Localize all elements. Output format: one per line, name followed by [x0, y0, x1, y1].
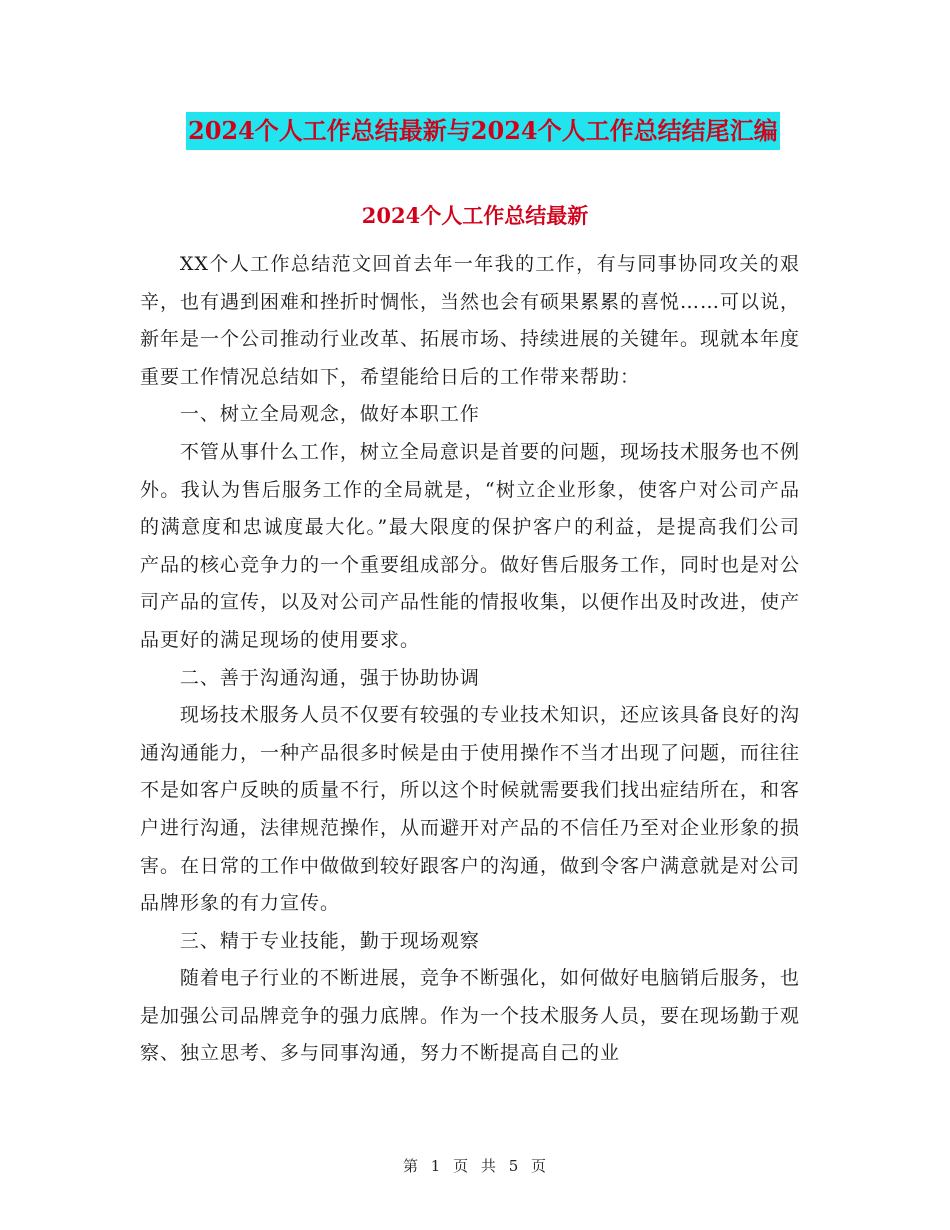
document-body	[140, 246, 800, 1073]
document-main-title: 2024个人工作总结最新与2024个人工作总结结尾汇编	[186, 112, 780, 150]
paragraph-2: 现场技术服务人员不仅要有较强的专业技术知识，还应该具备良好的沟通沟通能力，一种产品很多时候是由于使用操作不当才出现了问题，而往往不是如客户反映的质量不行，所以这个时候就需要我们找出症结所在，和客户进行沟通，法律规范操作，从而避开对产品的不信任乃至对企业形象的损害。在日常的工作中做做到较好跟客户的沟通，做到令客户满意就是对公司品牌形象的有力宣传。	[140, 704, 801, 915]
footer-label-page: 第	[402, 1157, 419, 1175]
paragraph-3: 随着电子行业的不断进展，竞争不断强化，如何做好电脑销后服务，也是加强公司品牌竞争的强力底牌。作为一个技术服务人员，要在现场勤于观察、独立思考、多与同事沟通，努力不断提高自己的业	[140, 967, 801, 1065]
page-footer	[0, 1155, 950, 1176]
footer-total-pages: 5	[508, 1157, 520, 1175]
footer-label-total-unit: 页	[531, 1157, 548, 1175]
footer-label-page-unit: 页	[453, 1157, 470, 1175]
section-heading-1: 一、树立全局观念，做好本职工作	[179, 403, 480, 426]
footer-label-total: 共	[480, 1157, 497, 1175]
footer-current-page: 1	[430, 1157, 442, 1175]
section-heading-3: 三、精于专业技能，勤于现场观察	[179, 929, 480, 952]
section-heading-2: 二、善于沟通沟通，强于协助协调	[179, 666, 480, 689]
paragraph-intro: XX个人工作总结范文回首去年一年我的工作，有与同事协同攻关的艰辛，也有遇到困难和挫折时惆怅，当然也会有硕果累累的喜悦……可以说，新年是一个公司推动行业改革、拓展市场、持续进展的关键年。现就本年度重要工作情况总结如下，希望能给日后的工作带来帮助：	[140, 253, 801, 388]
section-title: 2024个人工作总结最新	[361, 203, 589, 228]
paragraph-1: 不管从事什么工作，树立全局意识是首要的问题，现场技术服务也不例外。我认为售后服务工作的全局就是，“树立企业形象，使客户对公司产品的满意度和忠诚度最大化。”最大限度的保护客户的利益，是提高我们公司产品的核心竞争力的一个重要组成部分。做好售后服务工作，同时也是对公司产品的宣传，以及对公司产品性能的情报收集，以便作出及时改进，使产品更好的满足现场的使用要求。	[140, 440, 801, 651]
